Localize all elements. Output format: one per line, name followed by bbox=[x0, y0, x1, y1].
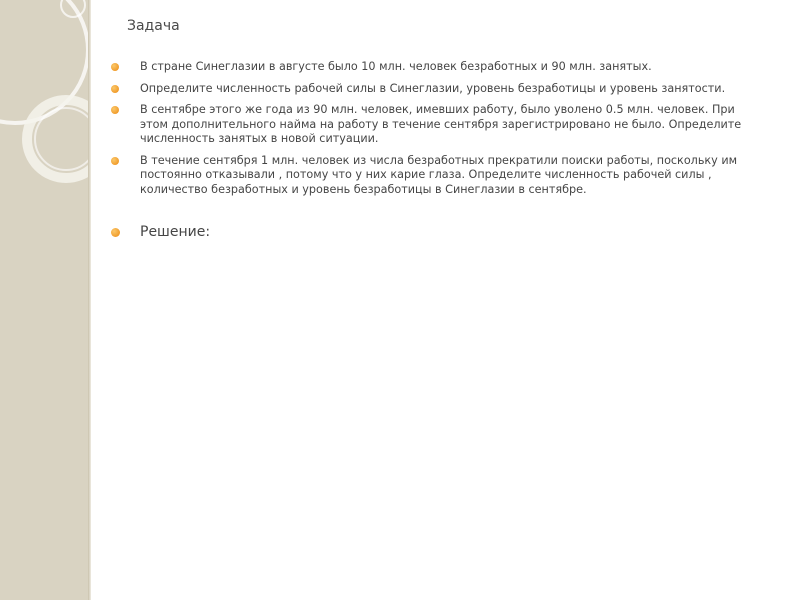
bullet-dot-icon bbox=[111, 106, 119, 114]
bullet-dot-icon bbox=[111, 157, 119, 165]
bullet-text: В сентябре этого же года из 90 млн. человек, имевших работу, было уволено 0.5 млн. человек. При этом дополнительного найма на работу в течение сентября зарегистрировано не было. Определите численность занятых в новой ситуации. bbox=[140, 103, 742, 145]
bullet-text: В течение сентября 1 млн. человек из числа безработных прекратили поиски работы, поскольку им постоянно отказывали , потому что у них карие глаза. Определите численность рабочей силы , количество безработных и уровень безработицы в Синеглазии в сентябре. bbox=[140, 153, 738, 196]
bullet-dot-icon bbox=[111, 228, 120, 237]
solution-item bbox=[108, 223, 748, 241]
bullet-dot-icon bbox=[111, 63, 119, 71]
bullet-item bbox=[108, 82, 748, 97]
bullet-item bbox=[108, 154, 748, 198]
solution-label: Решение: bbox=[140, 224, 211, 240]
bullet-item bbox=[108, 103, 748, 147]
bullet-item bbox=[108, 60, 748, 75]
bullet-text: Определите численность рабочей силы в Синеглазии, уровень безработицы и уровень занятости. bbox=[140, 81, 726, 95]
bullet-text: В стране Синеглазии в августе было 10 млн. человек безработных и 90 млн. занятых. bbox=[140, 60, 652, 73]
slide-title: Задача bbox=[127, 18, 180, 34]
slide-content bbox=[108, 60, 748, 241]
decorative-sidebar bbox=[0, 0, 88, 600]
sidebar-divider bbox=[88, 0, 91, 600]
bullet-dot-icon bbox=[111, 85, 119, 93]
